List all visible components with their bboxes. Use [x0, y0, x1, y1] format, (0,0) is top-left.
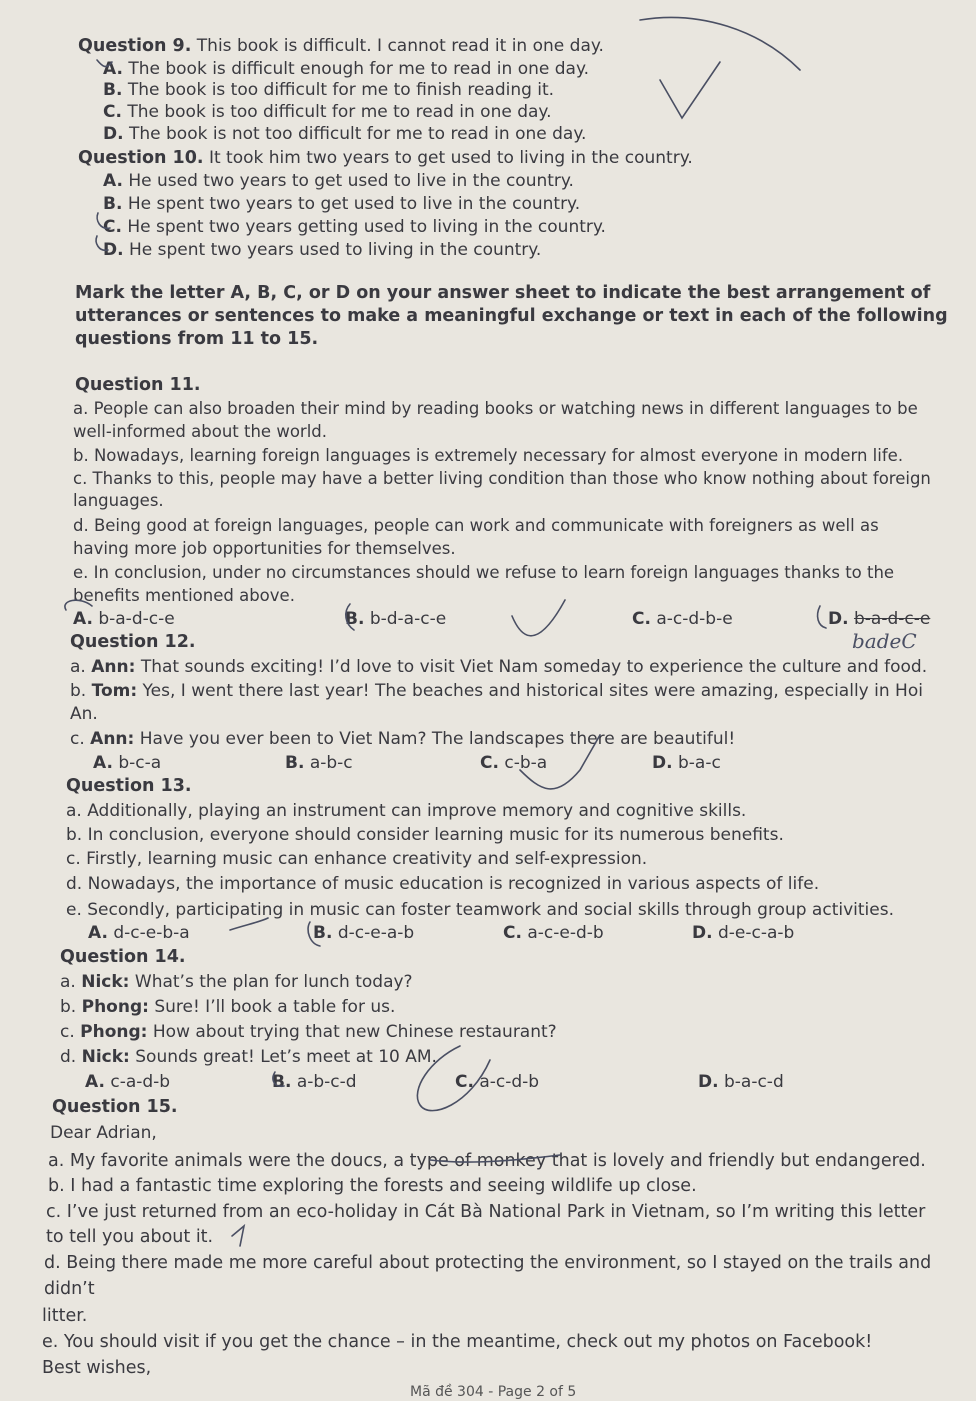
q10-option-c: C. He spent two years getting used to living in the country.	[103, 217, 606, 237]
q12-line-b-cont: An.	[70, 704, 98, 724]
q15-line-d3: litter.	[42, 1306, 88, 1326]
q11-line-a2: well-informed about the world.	[73, 422, 328, 441]
q11-line-a1: a. People can also broaden their mind by reading books or watching news in different languages to be	[73, 399, 918, 418]
q13-b-circle	[308, 922, 320, 946]
q9-a-circle	[97, 60, 112, 66]
q13-option-b: B. d-c-e-a-b	[313, 923, 415, 943]
q11-line-e2: benefits mentioned above.	[73, 586, 295, 605]
q13-line-a: a. Additionally, playing an instrument can improve memory and cognitive skills.	[66, 801, 747, 821]
q15-title: Question 15.	[52, 1097, 178, 1117]
q15-margin-mark	[232, 1226, 244, 1246]
q9-option-c: C. The book is too difficult for me to read in one day.	[103, 102, 552, 122]
q11-line-d1: d. Being good at foreign languages, people can work and communicate with foreigners as well as	[73, 516, 879, 535]
q9-title: Question 9.	[78, 36, 192, 56]
q12-option-d: D. b-a-c	[652, 753, 721, 773]
q11-line-b: b. Nowadays, learning foreign languages is extremely necessary for almost everyone in modern life.	[73, 446, 904, 465]
q11-title: Question 11.	[75, 375, 201, 395]
q10-c-circle	[97, 213, 110, 228]
q14-line-c: c. Phong: How about trying that new Chinese restaurant?	[60, 1022, 557, 1042]
q13-title: Question 13.	[66, 776, 192, 796]
q12-option-b: B. a-b-c	[285, 753, 353, 773]
q11-line-e1: e. In conclusion, under no circumstances should we refuse to learn foreign languages thanks to the	[73, 563, 895, 582]
q13-option-a: A. d-c-e-b-a	[88, 923, 190, 943]
q14-line-b: b. Phong: Sure! I’ll book a table for us.	[60, 997, 396, 1017]
q14-title: Question 14.	[60, 947, 186, 967]
q11-option-d: D. b-a-d-c-e	[828, 609, 931, 629]
q14-line-a: a. Nick: What’s the plan for lunch today?	[60, 972, 413, 992]
q15-line-c2: to tell you about it.	[46, 1227, 214, 1247]
q13-option-d: D. d-e-c-a-b	[692, 923, 795, 943]
q14-option-d: D. b-a-c-d	[698, 1072, 784, 1092]
q9-option-a: A. The book is difficult enough for me to read in one day.	[103, 59, 589, 79]
q13-line-e: e. Secondly, participating in music can foster teamwork and social skills through group activities.	[66, 900, 894, 920]
instruction-line-3: questions from 11 to 15.	[75, 329, 319, 349]
q15-line-c1: c. I’ve just returned from an eco-holiday in Cát Bà National Park in Vietnam, so I’m writing this letter	[46, 1202, 926, 1222]
q12-check-mark	[520, 735, 600, 789]
q11-option-a: A. b-a-d-c-e	[73, 609, 175, 629]
instruction-line-1: Mark the letter A, B, C, or D on your answer sheet to indicate the best arrangement of	[75, 283, 931, 303]
q11-check-mark	[512, 600, 565, 636]
instruction-line-2: utterances or sentences to make a meaningful exchange or text in each of the following	[75, 306, 948, 326]
q11-a-circle	[65, 600, 92, 610]
q15-line-a: a. My favorite animals were the doucs, a type of monkey that is lovely and friendly but endangered.	[48, 1151, 926, 1171]
q12-line-c: c. Ann: Have you ever been to Viet Nam? The landscapes there are beautiful!	[70, 729, 736, 749]
q10-option-b: B. He spent two years to get used to live in the country.	[103, 194, 581, 214]
q15-line-b: b. I had a fantastic time exploring the forests and seeing wildlife up close.	[48, 1176, 697, 1196]
q13-pen-stroke	[230, 918, 268, 930]
q12-title: Question 12.	[70, 632, 196, 652]
q11-line-c1: c. Thanks to this, people may have a better living condition than those who know nothing about foreign	[73, 469, 931, 488]
q13-line-b: b. In conclusion, everyone should consider learning music for its numerous benefits.	[66, 825, 784, 845]
q11-b-circle	[346, 604, 354, 630]
q11-handwritten-answer: badeC	[852, 629, 917, 653]
q14-line-d: d. Nick: Sounds great! Let’s meet at 10 AM.	[60, 1047, 437, 1067]
q14-b-circle	[273, 1072, 284, 1086]
q15-pen-stroke	[430, 1155, 560, 1162]
q11-line-d2: having more job opportunities for themselves.	[73, 539, 456, 558]
q11-option-b: B. b-d-a-c-e	[345, 609, 447, 629]
q9-option-d: D. The book is not too difficult for me to read in one day.	[103, 124, 587, 144]
q15-greeting: Dear Adrian,	[50, 1123, 157, 1143]
q15-line-d1: d. Being there made me more careful about protecting the environment, so I stayed on the trails and	[44, 1253, 932, 1273]
q11-option-c: C. a-c-d-b-e	[632, 609, 733, 629]
q15-line-d2: didn’t	[44, 1279, 95, 1299]
q11-line-c2: languages.	[73, 491, 164, 510]
q15-closing: Best wishes,	[42, 1358, 152, 1378]
q10-stem: It took him two years to get used to living in the country.	[208, 148, 693, 168]
q12-line-b: b. Tom: Yes, I went there last year! The beaches and historical sites were amazing, especially in Hoi	[70, 681, 923, 701]
q14-c-circle	[417, 1046, 490, 1111]
q9-option-b: B. The book is too difficult for me to finish reading it.	[103, 80, 555, 100]
q10-option-a: A. He used two years to get used to live in the country.	[103, 171, 574, 191]
q14-option-a: A. c-a-d-b	[85, 1072, 171, 1092]
q12-option-a: A. b-c-a	[93, 753, 162, 773]
q11-d-circle	[818, 606, 826, 628]
q9-stem: This book is difficult. I cannot read it in one day.	[196, 36, 604, 56]
q14-option-b: B. a-b-c-d	[272, 1072, 357, 1092]
q12-option-c: C. c-b-a	[480, 753, 548, 773]
q10-d-circle	[96, 236, 108, 250]
q10-option-d: D. He spent two years used to living in the country.	[103, 240, 542, 260]
q10-title: Question 10.	[78, 148, 204, 168]
page-footer: Mã đề 304 - Page 2 of 5	[410, 1384, 577, 1400]
q12-line-a: a. Ann: That sounds exciting! I’d love to visit Viet Nam someday to experience the culture and food.	[70, 657, 928, 677]
q13-line-c: c. Firstly, learning music can enhance creativity and self-expression.	[66, 849, 648, 869]
q15-line-e: e. You should visit if you get the chance – in the meantime, check out my photos on Facebook!	[42, 1332, 873, 1352]
q13-option-c: C. a-c-e-d-b	[503, 923, 604, 943]
q9-check-mark	[660, 62, 720, 118]
q13-line-d: d. Nowadays, the importance of music education is recognized in various aspects of life.	[66, 874, 820, 894]
q14-option-c: C. a-c-d-b	[455, 1072, 540, 1092]
